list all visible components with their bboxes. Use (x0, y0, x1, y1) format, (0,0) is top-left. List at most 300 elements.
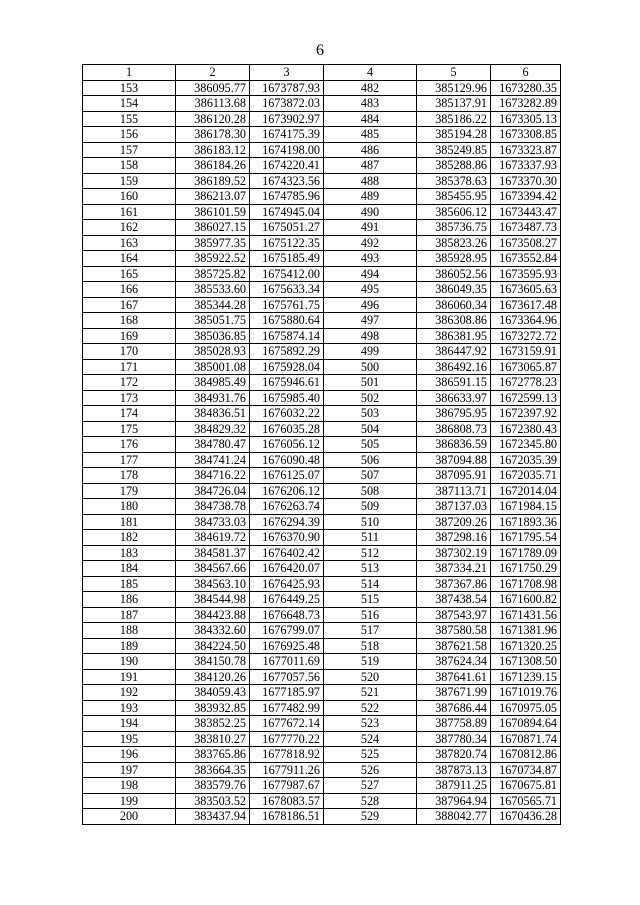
y-coordinate-cell: 1672599.13 (491, 390, 561, 406)
y-coordinate-cell: 1670894.64 (491, 716, 561, 732)
x-coordinate-cell: 387137.03 (417, 499, 491, 515)
x-coordinate-cell: 383579.76 (176, 778, 250, 794)
y-coordinate-cell: 1677672.14 (250, 716, 324, 732)
x-coordinate-cell: 387095.91 (417, 468, 491, 484)
point-number-cell: 166 (83, 282, 176, 298)
y-coordinate-cell: 1676925.48 (250, 638, 324, 654)
point-number-cell: 165 (83, 266, 176, 282)
x-coordinate-cell: 384150.78 (176, 654, 250, 670)
table-row (83, 793, 561, 809)
x-coordinate-cell: 384733.03 (176, 514, 250, 530)
x-coordinate-cell: 387911.25 (417, 778, 491, 794)
y-coordinate-cell: 1673552.84 (491, 251, 561, 267)
table-row (83, 297, 561, 313)
point-number-cell: 183 (83, 545, 176, 561)
point-number-cell: 171 (83, 359, 176, 375)
y-coordinate-cell: 1671750.29 (491, 561, 561, 577)
point-number-cell: 484 (324, 111, 417, 127)
table-row (83, 716, 561, 732)
point-number-cell: 498 (324, 328, 417, 344)
x-coordinate-cell: 386447.92 (417, 344, 491, 360)
point-number-cell: 160 (83, 189, 176, 205)
point-number-cell: 172 (83, 375, 176, 391)
y-coordinate-cell: 1675892.29 (250, 344, 324, 360)
x-coordinate-cell: 383810.27 (176, 731, 250, 747)
x-coordinate-cell: 384985.49 (176, 375, 250, 391)
point-number-cell: 513 (324, 561, 417, 577)
x-coordinate-cell: 383437.94 (176, 809, 250, 825)
point-number-cell: 176 (83, 437, 176, 453)
point-number-cell: 181 (83, 514, 176, 530)
x-coordinate-cell: 385725.82 (176, 266, 250, 282)
point-number-cell: 163 (83, 235, 176, 251)
y-coordinate-cell: 1670675.81 (491, 778, 561, 794)
point-number-cell: 529 (324, 809, 417, 825)
column-header-2: 2 (176, 65, 250, 81)
y-coordinate-cell: 1671381.96 (491, 623, 561, 639)
y-coordinate-cell: 1672014.04 (491, 483, 561, 499)
table-row (83, 669, 561, 685)
y-coordinate-cell: 1677911.26 (250, 762, 324, 778)
x-coordinate-cell: 387580.58 (417, 623, 491, 639)
y-coordinate-cell: 1673364.96 (491, 313, 561, 329)
point-number-cell: 193 (83, 700, 176, 716)
point-number-cell: 486 (324, 142, 417, 158)
point-number-cell: 168 (83, 313, 176, 329)
point-number-cell: 515 (324, 592, 417, 608)
x-coordinate-cell: 386184.26 (176, 158, 250, 174)
y-coordinate-cell: 1672397.92 (491, 406, 561, 422)
y-coordinate-cell: 1673605.63 (491, 282, 561, 298)
x-coordinate-cell: 387686.44 (417, 700, 491, 716)
y-coordinate-cell: 1675946.61 (250, 375, 324, 391)
x-coordinate-cell: 384059.43 (176, 685, 250, 701)
table-row (83, 747, 561, 763)
x-coordinate-cell: 384741.24 (176, 452, 250, 468)
point-number-cell: 509 (324, 499, 417, 515)
x-coordinate-cell: 384829.32 (176, 421, 250, 437)
point-number-cell: 521 (324, 685, 417, 701)
table-row (83, 483, 561, 499)
table-row (83, 778, 561, 794)
x-coordinate-cell: 385249.85 (417, 142, 491, 158)
point-number-cell: 525 (324, 747, 417, 763)
x-coordinate-cell: 385288.86 (417, 158, 491, 174)
x-coordinate-cell: 385344.28 (176, 297, 250, 313)
y-coordinate-cell: 1676449.25 (250, 592, 324, 608)
x-coordinate-cell: 387209.26 (417, 514, 491, 530)
point-number-cell: 519 (324, 654, 417, 670)
point-number-cell: 182 (83, 530, 176, 546)
x-coordinate-cell: 385977.35 (176, 235, 250, 251)
x-coordinate-cell: 385186.22 (417, 111, 491, 127)
point-number-cell: 485 (324, 127, 417, 143)
y-coordinate-cell: 1672035.71 (491, 468, 561, 484)
point-number-cell: 186 (83, 592, 176, 608)
point-number-cell: 495 (324, 282, 417, 298)
point-number-cell: 505 (324, 437, 417, 453)
x-coordinate-cell: 386052.56 (417, 266, 491, 282)
x-coordinate-cell: 386120.28 (176, 111, 250, 127)
x-coordinate-cell: 387820.74 (417, 747, 491, 763)
x-coordinate-cell: 385036.85 (176, 328, 250, 344)
point-number-cell: 503 (324, 406, 417, 422)
table-row (83, 623, 561, 639)
x-coordinate-cell: 387367.86 (417, 576, 491, 592)
point-number-cell: 520 (324, 669, 417, 685)
x-coordinate-cell: 385606.12 (417, 204, 491, 220)
y-coordinate-cell: 1672380.43 (491, 421, 561, 437)
point-number-cell: 517 (324, 623, 417, 639)
y-coordinate-cell: 1676799.07 (250, 623, 324, 639)
table-row (83, 406, 561, 422)
table-row (83, 576, 561, 592)
y-coordinate-cell: 1670565.71 (491, 793, 561, 809)
table-row (83, 375, 561, 391)
y-coordinate-cell: 1673323.87 (491, 142, 561, 158)
x-coordinate-cell: 384332.60 (176, 623, 250, 639)
table-row (83, 390, 561, 406)
y-coordinate-cell: 1673337.93 (491, 158, 561, 174)
column-header-5: 5 (417, 65, 491, 81)
y-coordinate-cell: 1671239.15 (491, 669, 561, 685)
x-coordinate-cell: 383765.86 (176, 747, 250, 763)
point-number-cell: 185 (83, 576, 176, 592)
y-coordinate-cell: 1671795.54 (491, 530, 561, 546)
point-number-cell: 490 (324, 204, 417, 220)
y-coordinate-cell: 1673617.48 (491, 297, 561, 313)
y-coordinate-cell: 1673487.73 (491, 220, 561, 236)
point-number-cell: 507 (324, 468, 417, 484)
point-number-cell: 487 (324, 158, 417, 174)
point-number-cell: 527 (324, 778, 417, 794)
x-coordinate-cell: 384224.50 (176, 638, 250, 654)
y-coordinate-cell: 1674323.56 (250, 173, 324, 189)
table-row (83, 437, 561, 453)
point-number-cell: 512 (324, 545, 417, 561)
point-number-cell: 522 (324, 700, 417, 716)
y-coordinate-cell: 1672345.80 (491, 437, 561, 453)
y-coordinate-cell: 1678083.57 (250, 793, 324, 809)
y-coordinate-cell: 1676056.12 (250, 437, 324, 453)
y-coordinate-cell: 1676263.74 (250, 499, 324, 515)
table-row (83, 514, 561, 530)
y-coordinate-cell: 1677987.67 (250, 778, 324, 794)
point-number-cell: 196 (83, 747, 176, 763)
x-coordinate-cell: 383852.25 (176, 716, 250, 732)
x-coordinate-cell: 386591.15 (417, 375, 491, 391)
x-coordinate-cell: 387758.89 (417, 716, 491, 732)
y-coordinate-cell: 1673902.97 (250, 111, 324, 127)
y-coordinate-cell: 1676420.07 (250, 561, 324, 577)
y-coordinate-cell: 1675051.27 (250, 220, 324, 236)
y-coordinate-cell: 1673308.85 (491, 127, 561, 143)
point-number-cell: 483 (324, 96, 417, 112)
x-coordinate-cell: 387671.99 (417, 685, 491, 701)
x-coordinate-cell: 384563.10 (176, 576, 250, 592)
point-number-cell: 508 (324, 483, 417, 499)
point-number-cell: 179 (83, 483, 176, 499)
table-row (83, 545, 561, 561)
x-coordinate-cell: 384544.98 (176, 592, 250, 608)
table-row (83, 685, 561, 701)
x-coordinate-cell: 385928.95 (417, 251, 491, 267)
point-number-cell: 516 (324, 607, 417, 623)
y-coordinate-cell: 1676370.90 (250, 530, 324, 546)
table-row (83, 638, 561, 654)
y-coordinate-cell: 1677482.99 (250, 700, 324, 716)
table-header (83, 65, 561, 81)
table-body (83, 80, 561, 824)
x-coordinate-cell: 386113.68 (176, 96, 250, 112)
table-row (83, 561, 561, 577)
x-coordinate-cell: 387543.97 (417, 607, 491, 623)
x-coordinate-cell: 386027.15 (176, 220, 250, 236)
point-number-cell: 500 (324, 359, 417, 375)
point-number-cell: 175 (83, 421, 176, 437)
y-coordinate-cell: 1673272.72 (491, 328, 561, 344)
x-coordinate-cell: 385137.91 (417, 96, 491, 112)
point-number-cell: 514 (324, 576, 417, 592)
x-coordinate-cell: 385051.75 (176, 313, 250, 329)
x-coordinate-cell: 385001.08 (176, 359, 250, 375)
y-coordinate-cell: 1674175.39 (250, 127, 324, 143)
point-number-cell: 510 (324, 514, 417, 530)
y-coordinate-cell: 1673508.27 (491, 235, 561, 251)
page-number: 6 (316, 42, 324, 59)
table-row (83, 499, 561, 515)
y-coordinate-cell: 1675985.40 (250, 390, 324, 406)
table-row (83, 282, 561, 298)
y-coordinate-cell: 1678186.51 (250, 809, 324, 825)
x-coordinate-cell: 386213.07 (176, 189, 250, 205)
point-number-cell: 506 (324, 452, 417, 468)
point-number-cell: 504 (324, 421, 417, 437)
table-row (83, 127, 561, 143)
x-coordinate-cell: 384726.04 (176, 483, 250, 499)
point-number-cell: 187 (83, 607, 176, 623)
point-number-cell: 153 (83, 80, 176, 96)
y-coordinate-cell: 1673872.03 (250, 96, 324, 112)
table-row (83, 530, 561, 546)
x-coordinate-cell: 385129.96 (417, 80, 491, 96)
point-number-cell: 497 (324, 313, 417, 329)
y-coordinate-cell: 1677011.69 (250, 654, 324, 670)
table-row (83, 173, 561, 189)
point-number-cell: 496 (324, 297, 417, 313)
x-coordinate-cell: 384423.88 (176, 607, 250, 623)
y-coordinate-cell: 1676090.48 (250, 452, 324, 468)
y-coordinate-cell: 1675185.49 (250, 251, 324, 267)
point-number-cell: 156 (83, 127, 176, 143)
x-coordinate-cell: 386633.97 (417, 390, 491, 406)
table-row (83, 96, 561, 112)
x-coordinate-cell: 387641.61 (417, 669, 491, 685)
column-header-4: 4 (324, 65, 417, 81)
table-row (83, 344, 561, 360)
y-coordinate-cell: 1675412.00 (250, 266, 324, 282)
x-coordinate-cell: 387624.34 (417, 654, 491, 670)
y-coordinate-cell: 1676206.12 (250, 483, 324, 499)
table-row (83, 328, 561, 344)
y-coordinate-cell: 1675122.35 (250, 235, 324, 251)
table-row (83, 111, 561, 127)
y-coordinate-cell: 1670812.86 (491, 747, 561, 763)
point-number-cell: 178 (83, 468, 176, 484)
point-number-cell: 154 (83, 96, 176, 112)
x-coordinate-cell: 386808.73 (417, 421, 491, 437)
point-number-cell: 492 (324, 235, 417, 251)
x-coordinate-cell: 386492.16 (417, 359, 491, 375)
x-coordinate-cell: 384619.72 (176, 530, 250, 546)
x-coordinate-cell: 383932.85 (176, 700, 250, 716)
x-coordinate-cell: 385533.60 (176, 282, 250, 298)
y-coordinate-cell: 1675880.64 (250, 313, 324, 329)
x-coordinate-cell: 386381.95 (417, 328, 491, 344)
point-number-cell: 501 (324, 375, 417, 391)
table-row (83, 359, 561, 375)
y-coordinate-cell: 1672778.23 (491, 375, 561, 391)
point-number-cell: 494 (324, 266, 417, 282)
y-coordinate-cell: 1673595.93 (491, 266, 561, 282)
column-header-3: 3 (250, 65, 324, 81)
y-coordinate-cell: 1676425.93 (250, 576, 324, 592)
table-row (83, 220, 561, 236)
y-coordinate-cell: 1674945.04 (250, 204, 324, 220)
point-number-cell: 192 (83, 685, 176, 701)
y-coordinate-cell: 1675761.75 (250, 297, 324, 313)
y-coordinate-cell: 1671320.25 (491, 638, 561, 654)
table-row (83, 142, 561, 158)
table-row (83, 452, 561, 468)
y-coordinate-cell: 1675874.14 (250, 328, 324, 344)
point-number-cell: 170 (83, 344, 176, 360)
x-coordinate-cell: 386101.59 (176, 204, 250, 220)
table-row (83, 158, 561, 174)
x-coordinate-cell: 386795.95 (417, 406, 491, 422)
point-number-cell: 184 (83, 561, 176, 577)
point-number-cell: 180 (83, 499, 176, 515)
point-number-cell: 482 (324, 80, 417, 96)
x-coordinate-cell: 385736.75 (417, 220, 491, 236)
y-coordinate-cell: 1677818.92 (250, 747, 324, 763)
coordinates-table (82, 64, 561, 825)
table-row (83, 251, 561, 267)
x-coordinate-cell: 387964.94 (417, 793, 491, 809)
y-coordinate-cell: 1673065.87 (491, 359, 561, 375)
x-coordinate-cell: 385194.28 (417, 127, 491, 143)
point-number-cell: 164 (83, 251, 176, 267)
y-coordinate-cell: 1671708.98 (491, 576, 561, 592)
point-number-cell: 195 (83, 731, 176, 747)
x-coordinate-cell: 387780.34 (417, 731, 491, 747)
y-coordinate-cell: 1673787.93 (250, 80, 324, 96)
y-coordinate-cell: 1677770.22 (250, 731, 324, 747)
point-number-cell: 177 (83, 452, 176, 468)
table-row (83, 204, 561, 220)
y-coordinate-cell: 1674785.96 (250, 189, 324, 205)
point-number-cell: 174 (83, 406, 176, 422)
x-coordinate-cell: 385455.95 (417, 189, 491, 205)
y-coordinate-cell: 1670871.74 (491, 731, 561, 747)
table-row (83, 592, 561, 608)
x-coordinate-cell: 386189.52 (176, 173, 250, 189)
point-number-cell: 155 (83, 111, 176, 127)
table-row (83, 809, 561, 825)
table-row (83, 607, 561, 623)
y-coordinate-cell: 1671019.76 (491, 685, 561, 701)
point-number-cell: 190 (83, 654, 176, 670)
x-coordinate-cell: 387621.58 (417, 638, 491, 654)
point-number-cell: 194 (83, 716, 176, 732)
point-number-cell: 502 (324, 390, 417, 406)
table-row (83, 700, 561, 716)
table-row (83, 189, 561, 205)
point-number-cell: 489 (324, 189, 417, 205)
x-coordinate-cell: 384120.26 (176, 669, 250, 685)
point-number-cell: 491 (324, 220, 417, 236)
x-coordinate-cell: 384931.76 (176, 390, 250, 406)
x-coordinate-cell: 386095.77 (176, 80, 250, 96)
point-number-cell: 518 (324, 638, 417, 654)
point-number-cell: 488 (324, 173, 417, 189)
x-coordinate-cell: 384716.22 (176, 468, 250, 484)
y-coordinate-cell: 1676294.39 (250, 514, 324, 530)
x-coordinate-cell: 384581.37 (176, 545, 250, 561)
point-number-cell: 158 (83, 158, 176, 174)
x-coordinate-cell: 385028.93 (176, 344, 250, 360)
x-coordinate-cell: 386183.12 (176, 142, 250, 158)
point-number-cell: 528 (324, 793, 417, 809)
point-number-cell: 511 (324, 530, 417, 546)
x-coordinate-cell: 387094.88 (417, 452, 491, 468)
x-coordinate-cell: 385922.52 (176, 251, 250, 267)
x-coordinate-cell: 386308.86 (417, 313, 491, 329)
y-coordinate-cell: 1670734.87 (491, 762, 561, 778)
table-row (83, 235, 561, 251)
table-row (83, 266, 561, 282)
y-coordinate-cell: 1676402.42 (250, 545, 324, 561)
x-coordinate-cell: 384567.66 (176, 561, 250, 577)
y-coordinate-cell: 1671308.50 (491, 654, 561, 670)
y-coordinate-cell: 1673305.13 (491, 111, 561, 127)
y-coordinate-cell: 1676125.07 (250, 468, 324, 484)
column-header-1: 1 (83, 65, 176, 81)
x-coordinate-cell: 383503.52 (176, 793, 250, 809)
x-coordinate-cell: 386060.34 (417, 297, 491, 313)
x-coordinate-cell: 384780.47 (176, 437, 250, 453)
y-coordinate-cell: 1671893.36 (491, 514, 561, 530)
y-coordinate-cell: 1676032.22 (250, 406, 324, 422)
x-coordinate-cell: 384836.51 (176, 406, 250, 422)
x-coordinate-cell: 386049.35 (417, 282, 491, 298)
y-coordinate-cell: 1670436.28 (491, 809, 561, 825)
y-coordinate-cell: 1674198.00 (250, 142, 324, 158)
y-coordinate-cell: 1673443.47 (491, 204, 561, 220)
point-number-cell: 523 (324, 716, 417, 732)
point-number-cell: 173 (83, 390, 176, 406)
point-number-cell: 197 (83, 762, 176, 778)
column-header-6: 6 (491, 65, 561, 81)
point-number-cell: 188 (83, 623, 176, 639)
point-number-cell: 524 (324, 731, 417, 747)
point-number-cell: 199 (83, 793, 176, 809)
point-number-cell: 189 (83, 638, 176, 654)
point-number-cell: 167 (83, 297, 176, 313)
table-row (83, 654, 561, 670)
x-coordinate-cell: 387298.16 (417, 530, 491, 546)
point-number-cell: 198 (83, 778, 176, 794)
